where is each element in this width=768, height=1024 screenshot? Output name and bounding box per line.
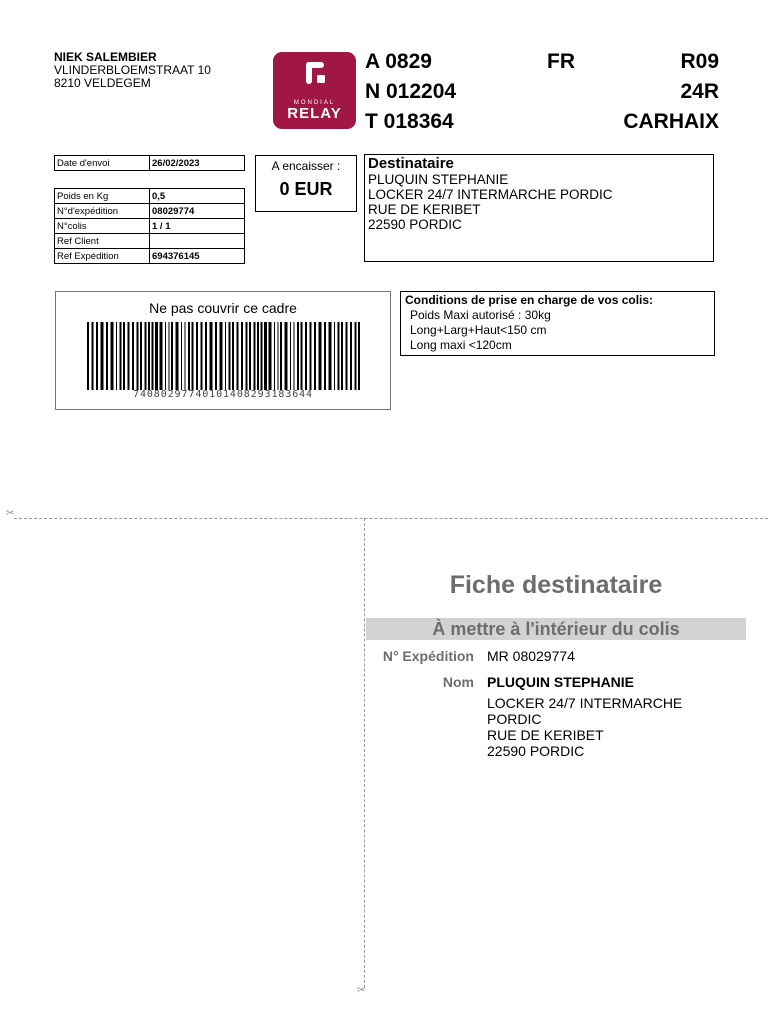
routing-code: N 012204 (365, 80, 457, 103)
condition-item: Poids Maxi autorisé : 30kg (410, 308, 551, 322)
scissors-icon: ✂ (357, 985, 366, 996)
recipient-line: 22590 PORDIC (368, 217, 462, 232)
cut-line-vertical (364, 518, 365, 988)
shipment-table (54, 188, 245, 264)
barcode-number: 74080297740101408293183644 (133, 389, 313, 400)
fiche-address (487, 695, 682, 759)
colis-value: 1 / 1 (150, 219, 245, 234)
sender-city: 8210 VELDEGEM (54, 76, 151, 90)
fiche-expedition-label: N° Expédition (382, 648, 474, 664)
table-row (55, 156, 245, 171)
condition-item: Long+Larg+Haut<150 cm (410, 323, 547, 337)
expedition-value: 08029774 (150, 204, 245, 219)
fiche-subtitle: À mettre à l'intérieur du colis (366, 618, 746, 640)
fiche-expedition-value: MR 08029774 (487, 648, 575, 664)
table-row (55, 234, 245, 249)
routing-code: CARHAIX (623, 110, 719, 133)
recipient-line: PLUQUIN STEPHANIE (368, 172, 509, 187)
logo-small-text: MONDIAL (293, 100, 336, 106)
routing-code: A 0829 (365, 50, 432, 73)
weight-label: Poids en Kg (55, 189, 150, 204)
sender-address (54, 51, 211, 90)
cod-label: A encaisser : (271, 159, 341, 173)
fiche-nom-label: Nom (442, 674, 474, 690)
expedition-label: N°d'expédition (55, 204, 150, 219)
recipient-line: RUE DE KERIBET (368, 202, 481, 217)
routing-right (623, 47, 719, 137)
routing-code: R09 (680, 50, 719, 73)
table-row (55, 189, 245, 204)
mondial-relay-logo (273, 52, 356, 129)
logo-big-text: RELAY (287, 105, 342, 122)
cash-on-delivery-box (255, 155, 357, 212)
routing-code: T 018364 (365, 110, 454, 133)
relay-logo-icon (273, 52, 356, 129)
table-row (55, 219, 245, 234)
barcode-caption: Ne pas couvrir ce cadre (149, 300, 297, 316)
condition-item: Long maxi <120cm (410, 338, 512, 352)
fiche-address-line: LOCKER 24/7 INTERMARCHE (487, 695, 683, 711)
date-label: Date d'envoi (55, 156, 150, 171)
fiche-address-line: 22590 PORDIC (487, 743, 585, 759)
cod-amount: 0 EUR (279, 179, 333, 199)
fiche-title: Fiche destinataire (449, 571, 663, 599)
sender-street: VLINDERBLOEMSTRAAT 10 (54, 63, 211, 77)
sender-name: NIEK SALEMBIER (54, 50, 157, 64)
routing-code: 24R (680, 80, 719, 103)
date-table (54, 155, 245, 171)
fiche-address-line: RUE DE KERIBET (487, 727, 604, 743)
recipient-line: LOCKER 24/7 INTERMARCHE PORDIC (368, 187, 613, 202)
recipient-heading: Destinataire (368, 155, 454, 172)
table-row (55, 204, 245, 219)
ref-expedition-label: Ref Expédition (55, 249, 150, 264)
conditions-heading: Conditions de prise en charge de vos colis: (405, 293, 654, 307)
conditions-box (400, 291, 715, 356)
barcode-icon (87, 322, 361, 390)
ref-client-value (150, 234, 245, 249)
ref-expedition-value: 694376145 (150, 249, 245, 264)
barcode-box (55, 291, 391, 410)
date-value: 26/02/2023 (150, 156, 245, 171)
routing-left (365, 47, 456, 137)
table-row (55, 249, 245, 264)
recipient-box (364, 154, 714, 262)
colis-label: N°colis (55, 219, 150, 234)
ref-client-label: Ref Client (55, 234, 150, 249)
routing-country: FR (547, 50, 575, 73)
fiche-address-line: PORDIC (487, 711, 542, 727)
scissors-icon: ✂ (6, 508, 15, 519)
weight-value: 0,5 (150, 189, 245, 204)
cut-line-horizontal (14, 518, 768, 519)
fiche-nom-value: PLUQUIN STEPHANIE (487, 674, 635, 690)
